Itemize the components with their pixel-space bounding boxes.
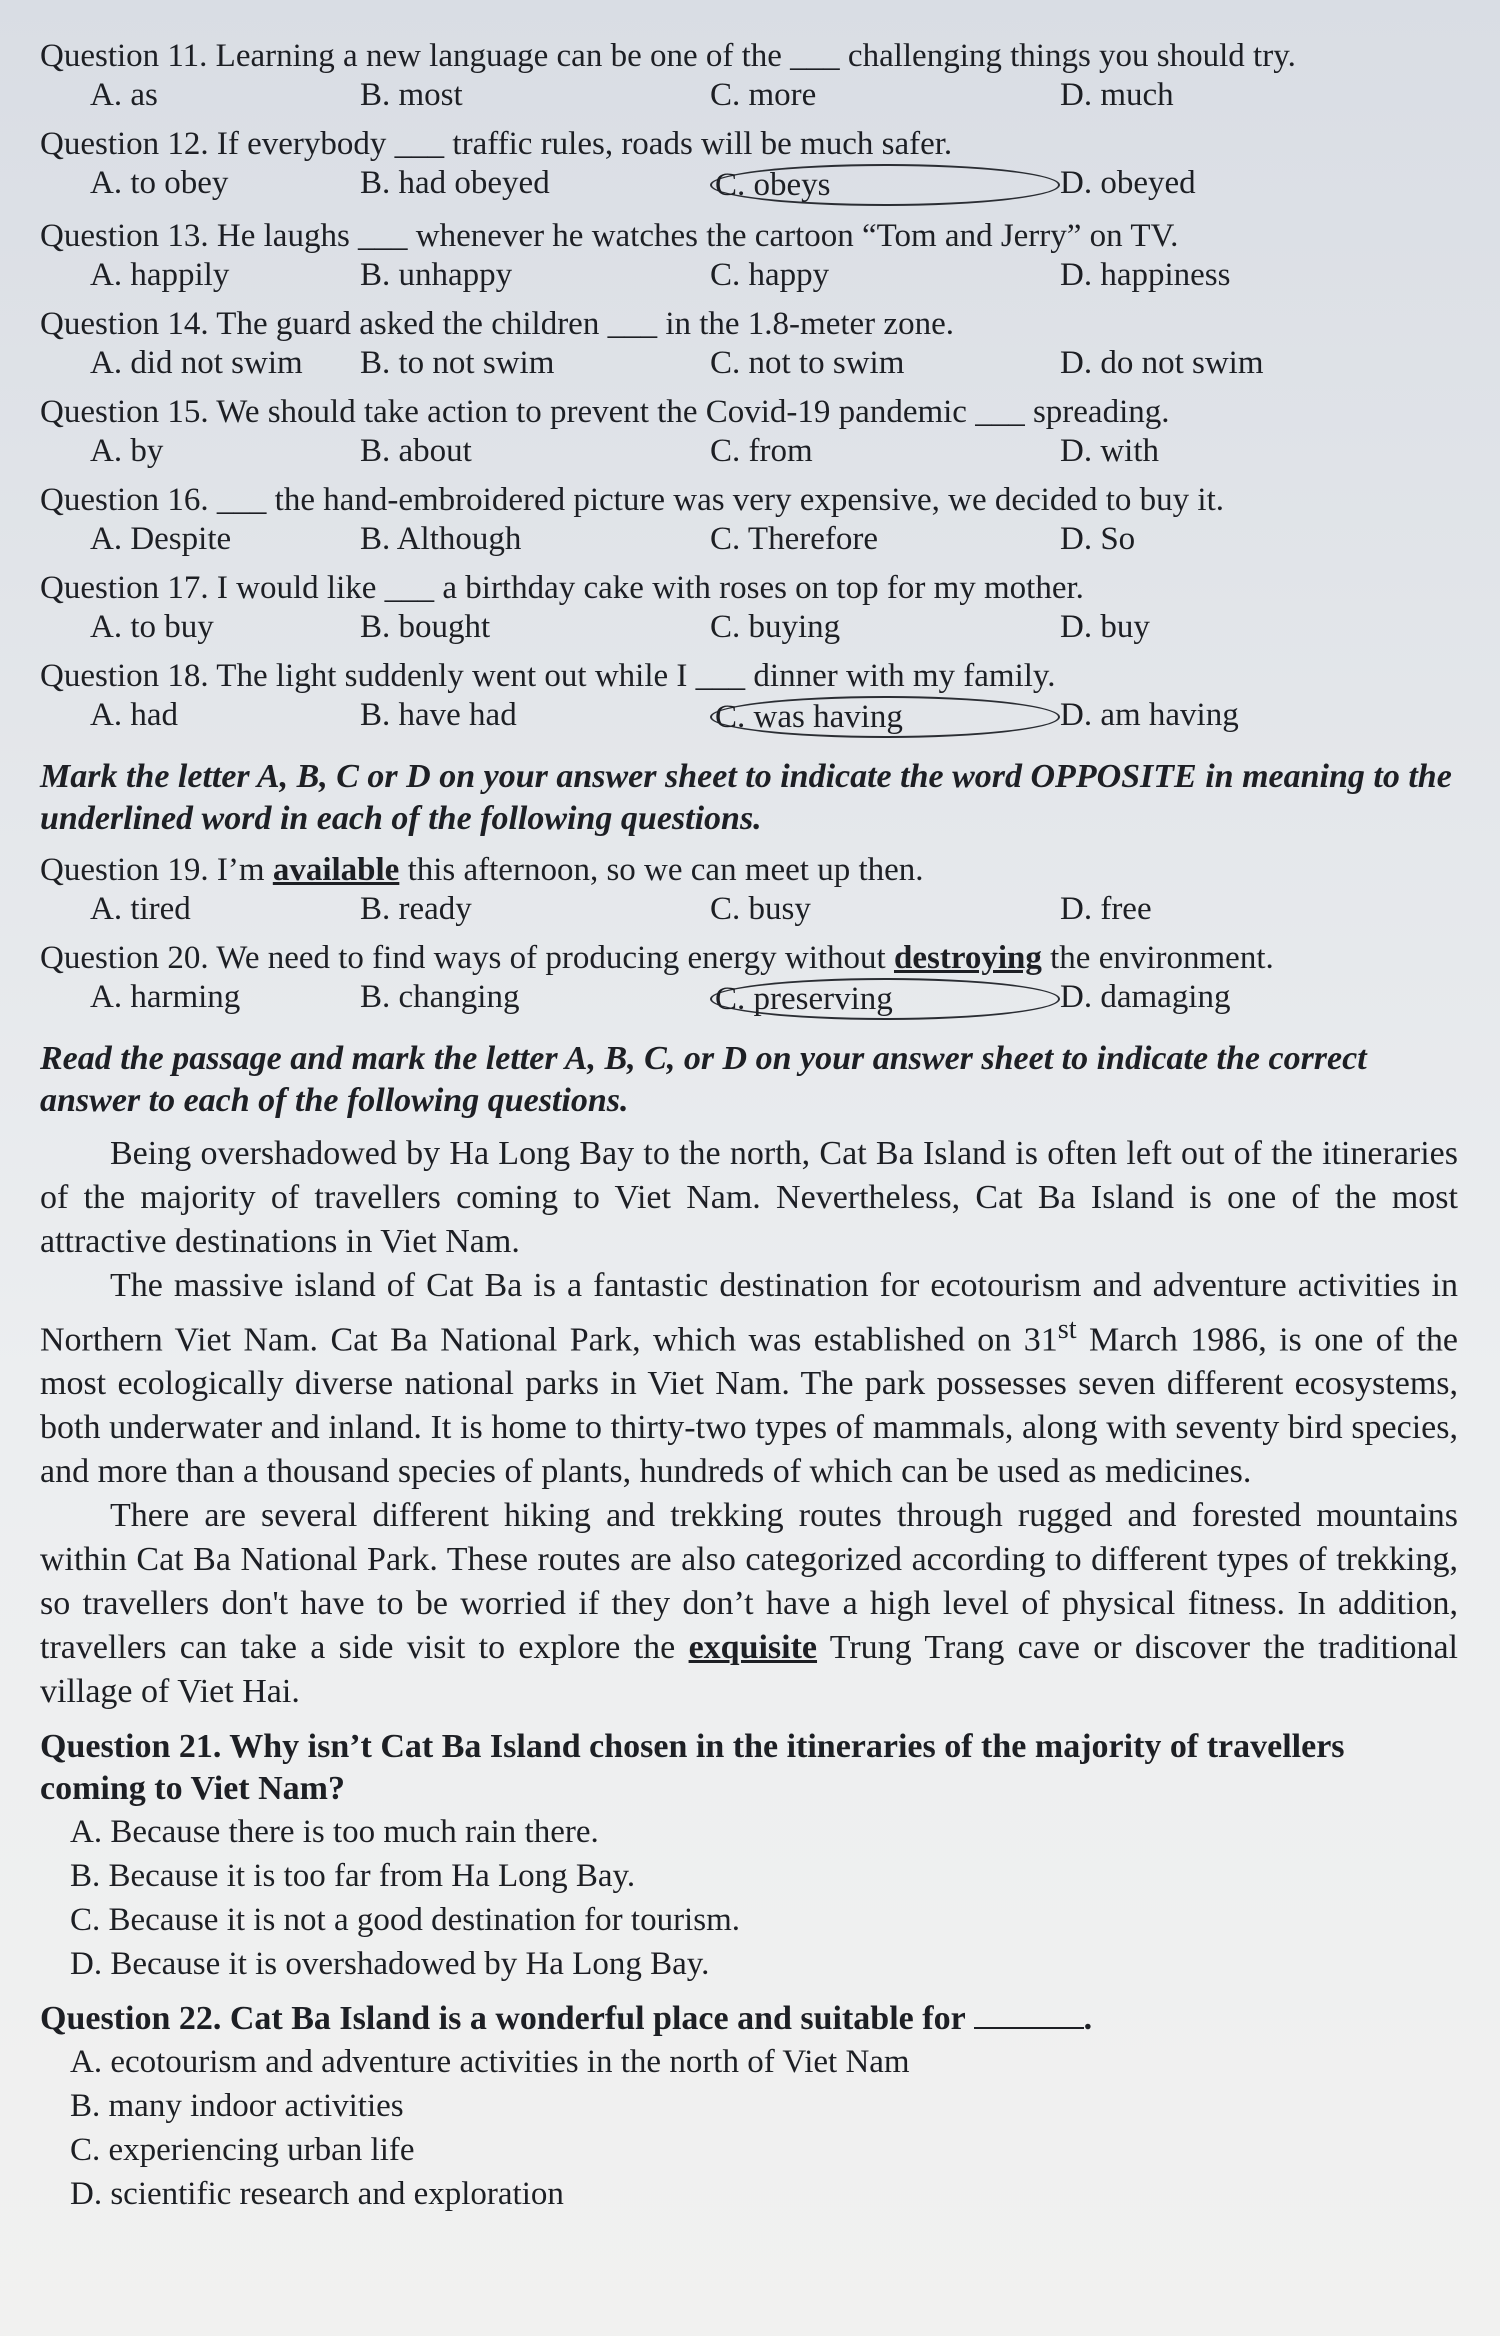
- option-c-circled: C. was having: [710, 696, 1060, 738]
- option-a: A. Because there is too much rain there.: [70, 1814, 599, 1851]
- option-c: C. buying: [710, 609, 841, 645]
- underlined-word: exquisite: [688, 1629, 818, 1667]
- option-c: C. busy: [710, 891, 811, 927]
- option-d: D. am having: [1060, 697, 1239, 733]
- option-b: B. most: [360, 77, 463, 113]
- grammar-questions: [40, 36, 1458, 738]
- option-c: C. Therefore: [710, 521, 878, 557]
- options: [40, 432, 1458, 470]
- options: [40, 76, 1458, 114]
- option-b: B. had obeyed: [360, 165, 550, 201]
- stem-prefix: Question 20. We need to find ways of producing energy without: [40, 940, 894, 976]
- option-d: D. buy: [1060, 609, 1150, 645]
- question-stem: Question 17. I would like ___ a birthday cake with roses on top for my mother.: [40, 570, 1084, 606]
- stem-text: Question 22. Cat Ba Island is a wonderful place and suitable for: [40, 2000, 966, 2038]
- paragraph-2-start: The massive island of Cat Ba is a fantastic destination for ecotourism and adventure activities in Northern Viet Nam. Cat Ba National Park, which was established on 31: [40, 1267, 1458, 1359]
- reading-passage: [40, 1132, 1458, 1714]
- question-17: [40, 568, 1458, 646]
- options: [40, 520, 1458, 558]
- stem-suffix: the environment.: [1041, 940, 1274, 976]
- option-a: A. happily: [90, 257, 230, 293]
- option-d: D. obeyed: [1060, 165, 1196, 201]
- option-c-circled: C. obeys: [710, 164, 1060, 206]
- question-20: [40, 938, 1458, 1020]
- option-d: D. much: [1060, 77, 1174, 113]
- question-21: [40, 1726, 1458, 1986]
- option-b: B. about: [360, 433, 472, 469]
- option-a: A. as: [90, 77, 158, 113]
- paragraph-3-start: There are several different hiking and trekking routes through rugged and forested mountains within Cat Ba National Park. These routes are also categorized according to different types of trekking, so travellers don't have to be worried if they don’t have a high level of physical fitness. In addition, travellers can take a side visit to explore the: [40, 1497, 1458, 1667]
- question-16: [40, 480, 1458, 558]
- question-stem: Question 16. ___ the hand-embroidered picture was very expensive, we decided to buy it.: [40, 482, 1224, 518]
- options: [40, 608, 1458, 646]
- options: [40, 256, 1458, 294]
- option-b: B. have had: [360, 697, 517, 733]
- question-stem: [40, 850, 1458, 890]
- option-d: D. do not swim: [1060, 345, 1264, 381]
- question-stem: Question 14. The guard asked the children ___ in the 1.8-meter zone.: [40, 306, 954, 342]
- option-a-circled: A. ecotourism and adventure activities in the north of Viet Nam: [70, 2044, 910, 2081]
- question-11: [40, 36, 1458, 114]
- option-a: A. by: [90, 433, 164, 469]
- question-18: [40, 656, 1458, 738]
- option-a: A. to buy: [90, 609, 214, 645]
- option-d: D. with: [1060, 433, 1159, 469]
- option-a: A. harming: [90, 979, 241, 1015]
- stem-prefix: Question 19. I’m: [40, 852, 273, 888]
- option-b: B. many indoor activities: [70, 2088, 404, 2125]
- options: [40, 696, 1458, 738]
- option-c: C. not to swim: [710, 345, 905, 381]
- option-b: B. bought: [360, 609, 491, 645]
- option-b: B. unhappy: [360, 257, 513, 293]
- option-d: D. So: [1060, 521, 1136, 557]
- options: [40, 344, 1458, 382]
- option-c-circled: C. preserving: [710, 978, 1060, 1020]
- question-stem: Question 13. He laughs ___ whenever he watches the cartoon “Tom and Jerry” on TV.: [40, 218, 1179, 254]
- option-a: A. did not swim: [90, 345, 303, 381]
- options: [40, 1810, 1458, 1986]
- options: [40, 2040, 1458, 2216]
- option-a: A. to obey: [90, 165, 229, 201]
- question-22: [40, 1998, 1458, 2216]
- question-stem: Question 11. Learning a new language can be one of the ___ challenging things you should try.: [40, 38, 1296, 74]
- section-instruction-opposite: Mark the letter A, B, C or D on your answer sheet to indicate the word OPPOSITE in meaning to the underlined word in each of the following questions.: [40, 758, 1452, 837]
- question-stem: Question 18. The light suddenly went out while I ___ dinner with my family.: [40, 658, 1056, 694]
- passage-paragraph-3: [40, 1494, 1458, 1714]
- question-stem: Question 12. If everybody ___ traffic rules, roads will be much safer.: [40, 126, 953, 162]
- option-b: B. Because it is too far from Ha Long Bay.: [70, 1858, 636, 1895]
- option-b: B. Although: [360, 521, 522, 557]
- question-stem: [40, 938, 1458, 978]
- option-c: C. Because it is not a good destination for tourism.: [70, 1902, 740, 1939]
- ordinal-suffix: st: [1057, 1314, 1077, 1345]
- question-stem: [40, 1998, 1458, 2040]
- options: [40, 164, 1458, 206]
- option-a: A. Despite: [90, 521, 232, 557]
- underlined-word: available: [272, 852, 400, 888]
- question-stem: Question 15. We should take action to prevent the Covid-19 pandemic ___ spreading.: [40, 394, 1170, 430]
- option-c: C. from: [710, 433, 813, 469]
- option-b: B. to not swim: [360, 345, 555, 381]
- option-c: C. happy: [710, 257, 830, 293]
- option-b: B. changing: [360, 979, 520, 1015]
- option-d: D. damaging: [1060, 979, 1231, 1015]
- option-d: D. free: [1060, 891, 1152, 927]
- option-a: A. tired: [90, 891, 191, 927]
- question-12: [40, 124, 1458, 206]
- paragraph-2-end: March 1986, is one of the most ecologically diverse national parks in Viet Nam. The park possesses seven different ecosystems, both underwater and inland. It is home to thirty-two types of mammals, along with seventy bird species, and more than a thousand species of plants, hundreds of which can be used as medicines.: [40, 1321, 1458, 1491]
- question-13: [40, 216, 1458, 294]
- option-c: C. more: [710, 77, 817, 113]
- stem-end: .: [1083, 2000, 1093, 2038]
- question-14: [40, 304, 1458, 382]
- passage-paragraph-2: [40, 1264, 1458, 1494]
- passage-paragraph-1: Being overshadowed by Ha Long Bay to the north, Cat Ba Island is often left out of the itineraries of the majority of travellers coming to Viet Nam. Nevertheless, Cat Ba Island is one of the most attractive destinations in Viet Nam.: [40, 1135, 1458, 1260]
- options: [40, 978, 1458, 1020]
- option-d-circled: D. Because it is overshadowed by Ha Long Bay.: [70, 1946, 710, 1983]
- option-b: B. ready: [360, 891, 472, 927]
- option-a: A. had: [90, 697, 178, 733]
- option-c: C. experiencing urban life: [70, 2132, 415, 2169]
- paragraph-3-end: Trung Trang cave or discover the traditional village of Viet Hai.: [40, 1629, 1458, 1711]
- options: [40, 890, 1458, 928]
- option-d: D. scientific research and exploration: [70, 2176, 564, 2213]
- stem-suffix: this afternoon, so we can meet up then.: [399, 852, 924, 888]
- question-15: [40, 392, 1458, 470]
- answer-blank: [974, 2027, 1084, 2029]
- question-stem: Question 21. Why isn’t Cat Ba Island chosen in the itineraries of the majority of travellers coming to Viet Nam?: [40, 1728, 1345, 1808]
- section-instruction-reading: Read the passage and mark the letter A, B, C, or D on your answer sheet to indicate the correct answer to each of the following questions.: [40, 1040, 1367, 1119]
- question-19: [40, 850, 1458, 928]
- underlined-word: destroying: [893, 940, 1042, 976]
- option-d: D. happiness: [1060, 257, 1231, 293]
